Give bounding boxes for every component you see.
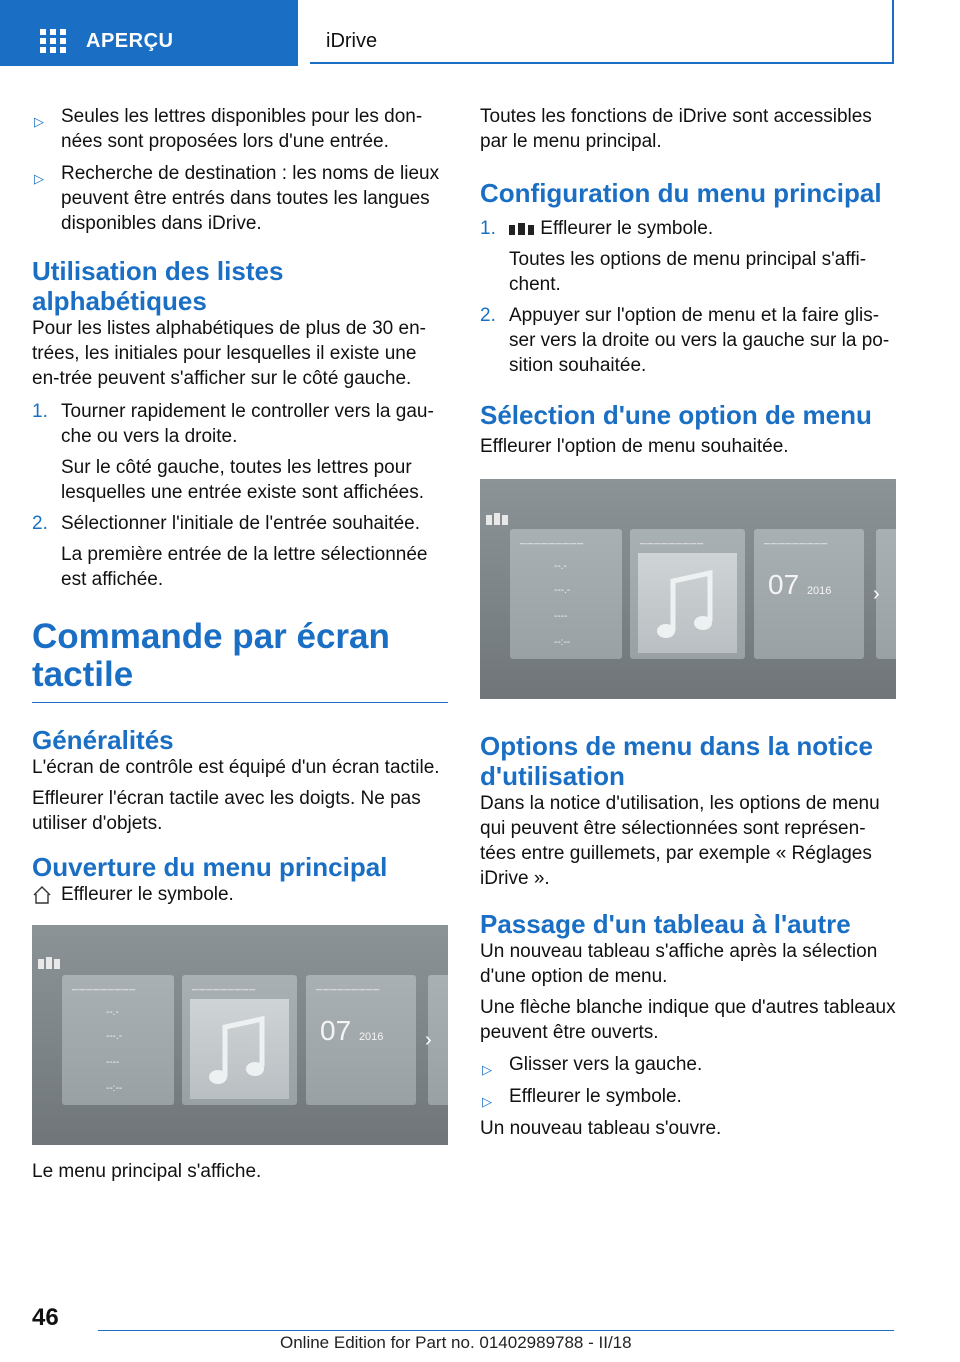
paragraph: Effleurer l'option de menu souhaitée.	[480, 436, 789, 457]
triangle-bullet-icon: ▷	[482, 1062, 492, 1077]
heading-touch: Commande par écran tactile	[32, 617, 390, 694]
heading-config: Configuration du menu principal	[480, 178, 882, 208]
heading-general: Généralités	[32, 725, 174, 755]
left-column	[32, 104, 448, 1184]
step-item	[32, 399, 448, 449]
bullet-text: Recherche de destination : les noms de lieux peuvent être entrés dans toutes les langues disponibles dans iDrive.	[61, 163, 440, 234]
home-icon	[32, 885, 52, 905]
triangle-bullet-icon: ▷	[34, 171, 44, 186]
heading-lists: Utilisation des listes alphabétiques	[32, 256, 284, 316]
heading-switch: Passage d'un tableau à l'autre	[480, 909, 851, 939]
chapter-title: iDrive	[326, 30, 378, 52]
music-note-icon	[638, 553, 737, 653]
grid-icon	[40, 29, 66, 53]
bullet-text: Seules les lettres disponibles pour les don‐nées sont proposées lors d'une entrée.	[61, 106, 423, 152]
album-art	[638, 553, 737, 653]
tile-car	[62, 975, 174, 1105]
step-item	[480, 216, 896, 241]
tile-label: _________	[72, 979, 137, 991]
row-value: --.-	[106, 1007, 119, 1018]
date-display	[320, 1015, 383, 1047]
paragraph: Dans la notice d'utilisation, les options de menu qui peuvent être sélectionnées sont représen‐tées entre guillemets, par exemple « Réglages iDrive ».	[480, 793, 880, 889]
step-text: Effleurer le symbole.	[540, 218, 714, 239]
chapter-header	[310, 0, 894, 64]
date-display	[768, 569, 831, 601]
date-year: 2016	[358, 1031, 384, 1043]
caption: Le menu principal s'affiche.	[32, 1161, 262, 1182]
step-text: Sélectionner l'initiale de l'entrée souhaitée.	[61, 513, 420, 534]
step-number: 2.	[32, 513, 48, 534]
music-note-icon	[190, 999, 289, 1099]
row-value: --:--	[106, 1083, 123, 1094]
section-title: APERÇU	[86, 30, 174, 52]
step-text: Tourner rapidement le controller vers la gau‐che ou vers la droite.	[61, 401, 434, 447]
arrow-right-icon[interactable]: ›	[425, 1029, 432, 1051]
tile-media	[630, 529, 745, 659]
step-note: Toutes les options de menu principal s'affi‐chent.	[509, 249, 867, 295]
step-text: Appuyer sur l'option de menu et la faire glis‐ser vers la droite ou vers la gauche sur la po‐sition souhaitée.	[509, 305, 890, 376]
page-number: 46	[32, 1304, 59, 1331]
step-item	[32, 511, 448, 536]
menu-icon	[38, 955, 60, 971]
tile-label: _________	[764, 533, 829, 545]
main-menu-screenshot	[32, 925, 448, 1145]
bullet-text: Effleurer le symbole.	[509, 1086, 682, 1107]
triangle-bullet-icon: ▷	[34, 114, 44, 129]
row-value: ---.-	[554, 585, 571, 596]
tile-phone	[306, 975, 416, 1105]
paragraph: Pour les listes alphabétiques de plus de 30 en‐trées, les initiales pour lesquelles il existe une en‐trée peuvent s'afficher sur le côté gauche.	[32, 318, 426, 389]
triangle-bullet-icon: ▷	[482, 1094, 492, 1109]
step-number: 1.	[480, 218, 496, 239]
tile-label: _________	[316, 979, 381, 991]
menu-icon	[509, 222, 535, 236]
arrow-right-icon[interactable]: ›	[873, 583, 880, 605]
paragraph: Un nouveau tableau s'affiche après la sélection d'une option de menu.	[480, 941, 878, 987]
menu-icon	[486, 511, 508, 527]
step-item	[480, 303, 896, 378]
tile-label: _________	[520, 533, 585, 545]
list-item	[480, 1084, 896, 1109]
list-item	[32, 161, 448, 236]
paragraph: L'écran de contrôle est équipé d'un écran tactile.	[32, 757, 440, 778]
tile-label: _________	[192, 979, 257, 991]
row-value: ----	[106, 1057, 120, 1068]
album-art	[190, 999, 289, 1099]
step-number: 2.	[480, 305, 496, 326]
paragraph: Un nouveau tableau s'ouvre.	[480, 1118, 722, 1139]
footer-divider	[98, 1330, 894, 1331]
instruction-text: Effleurer le symbole.	[61, 884, 234, 905]
date-day: 07	[320, 1015, 352, 1046]
date-day: 07	[768, 569, 800, 600]
section-tab[interactable]	[0, 0, 298, 66]
right-column	[480, 104, 896, 1141]
paragraph: Toutes les fonctions de iDrive sont accessibles par le menu principal.	[480, 106, 872, 152]
date-year: 2016	[806, 585, 832, 597]
edition-text: Online Edition for Part no. 01402989788 - II/18	[280, 1333, 632, 1352]
paragraph: Une flèche blanche indique que d'autres tableaux peuvent être ouverts.	[480, 997, 896, 1043]
list-item	[32, 104, 448, 154]
step-number: 1.	[32, 401, 48, 422]
step-note: La première entrée de la lettre sélectionnée est affichée.	[61, 544, 428, 590]
tile-media	[182, 975, 297, 1105]
list-item	[480, 1052, 896, 1077]
row-value: ----	[554, 611, 568, 622]
paragraph	[32, 882, 448, 907]
paragraph: Effleurer l'écran tactile avec les doigts. Ne pas utiliser d'objets.	[32, 788, 421, 834]
heading-select: Sélection d'une option de menu	[480, 400, 872, 430]
row-value: --:--	[554, 637, 571, 648]
tile-phone	[754, 529, 864, 659]
heading-open-menu: Ouverture du menu principal	[32, 852, 388, 882]
row-value: ---.-	[106, 1031, 123, 1042]
step-note: Sur le côté gauche, toutes les lettres pour lesquelles une entrée existe sont affichées.	[61, 457, 424, 503]
menu-option-screenshot	[480, 479, 896, 699]
heading-options: Options de menu dans la notice d'utilisation	[480, 731, 873, 791]
tile-car	[510, 529, 622, 659]
bullet-text: Glisser vers la gauche.	[509, 1054, 703, 1075]
tile-label: _________	[640, 533, 705, 545]
row-value: --.-	[554, 561, 567, 572]
